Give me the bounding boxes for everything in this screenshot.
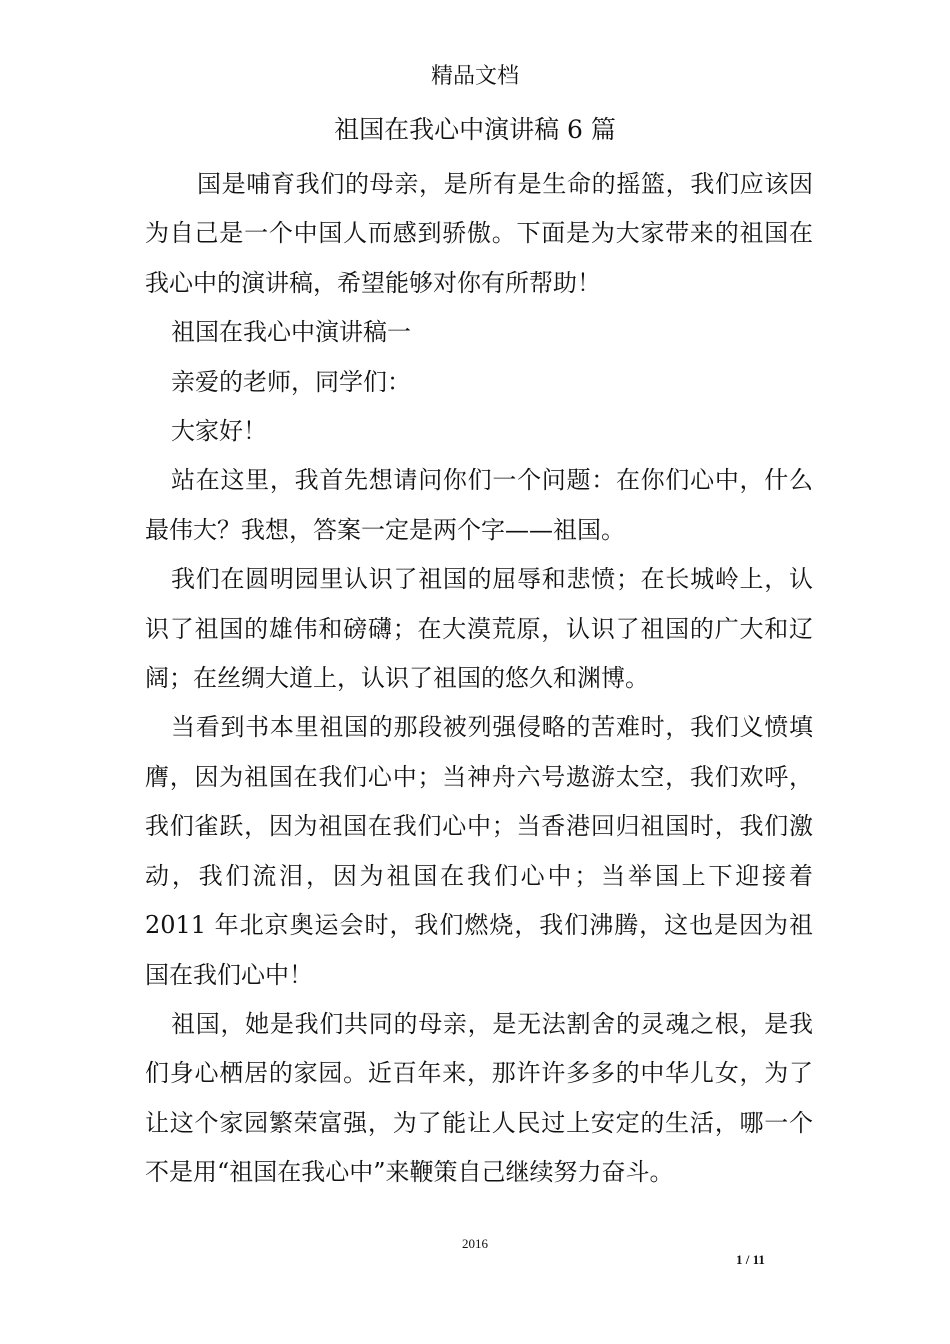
- document-body: [145, 160, 813, 1198]
- body-paragraph: 祖国，她是我们共同的母亲，是无法割舍的灵魂之根，是我们身心栖居的家园。近百年来，那许许多多的中华儿女，为了让这个家园繁荣富强，为了能让人民过上安定的生活，哪一个不是用“祖国在我心中”来鞭策自己继续努力奋斗。: [145, 1009, 813, 1187]
- salutation: 亲爱的老师，同学们：: [171, 367, 411, 396]
- page-indicator: 1 / 11: [736, 1252, 765, 1267]
- speech-heading: 祖国在我心中演讲稿一: [171, 318, 411, 347]
- body-paragraph: 当看到书本里祖国的那段被列强侵略的苦难时，我们义愤填膺，因为祖国在我们心中；当神舟六号遨游太空，我们欢呼，我们雀跃，因为祖国在我们心中；当香港回归祖国时，我们激动，我们流泪，因为祖国在我们心中；当举国上下迎接着 2011 年北京奥运会时，我们燃烧，我们沸腾，这也是因为祖国在我们心中！: [145, 713, 813, 989]
- header-mark: 精品文档: [430, 64, 519, 89]
- body-paragraph: 站在这里，我首先想请问你们一个问题：在你们心中，什么最伟大？我想，答案一定是两个字——祖国。: [145, 466, 813, 544]
- document-title: 祖国在我心中演讲稿 6 篇: [334, 115, 616, 144]
- body-paragraph: 我们在圆明园里认识了祖国的屈辱和悲愤；在长城岭上，认识了祖国的雄伟和磅礴；在大漠荒原，认识了祖国的广大和辽阔；在丝绸大道上，认识了祖国的悠久和渊博。: [145, 565, 813, 693]
- footer-year: 2016: [462, 1236, 488, 1251]
- intro-paragraph: 国是哺育我们的母亲，是所有是生命的摇篮，我们应该因为自己是一个中国人而感到骄傲。下面是为大家带来的祖国在我心中的演讲稿，希望能够对你有所帮助！: [145, 170, 813, 297]
- greeting: 大家好！: [171, 417, 267, 446]
